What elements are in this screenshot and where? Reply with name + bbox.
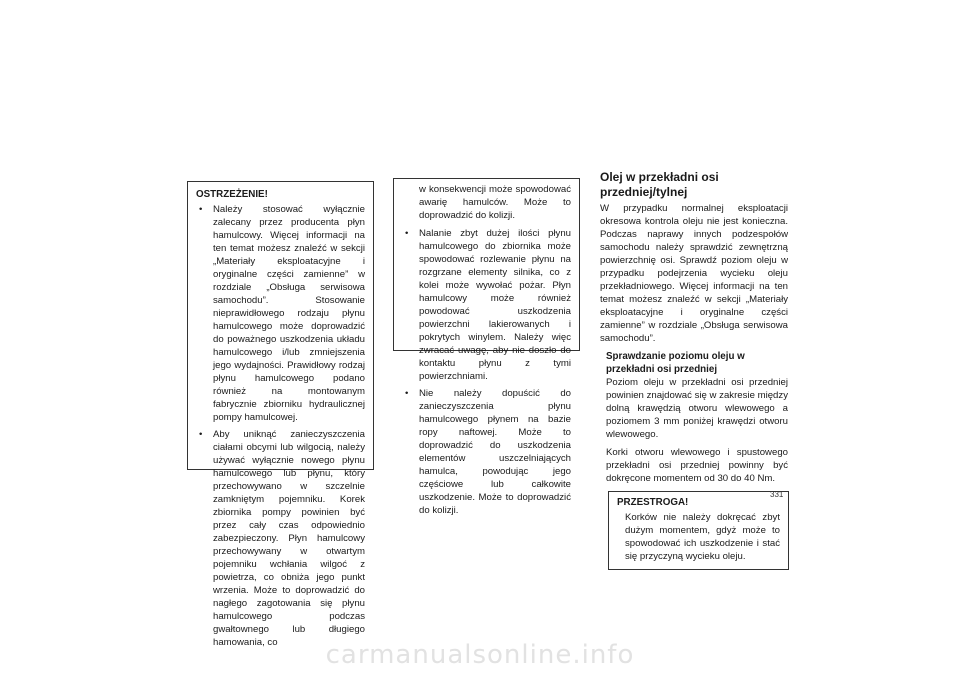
axle-oil-section [600,170,788,570]
caution-body: Korków nie należy dokręcać zbyt dużym momentem, gdyż może to spowodować ich uszkodzenie i stać się przyczyną wycieku oleju. [625,512,780,562]
page-number: 331 [770,490,784,499]
warning-continuation-list [402,227,571,517]
section-subheading: Sprawdzanie poziomu oleju w przekładni osi przedniej [606,351,745,375]
watermark: carmanualsonline.info [325,640,635,670]
section-heading: Olej w przekładni osi przedniej/tylnej [600,170,719,199]
warning-item: • Aby uniknąć zanieczyszczenia ciałami obcymi lub wilgocią, należy używać wyłącznie nowego płynu hamulcowego lub płynu, który przechowywano w szczelnie zamkniętym pojemniku. Korek zbiornika pompy powinien być przez cały czas odpowiednio zabezpieczony. Płyn hamulcowy przechowywany w otwartym pojemniku wchłania wilgoć z powietrza, co obniża jego punkt wrzenia. Może to doprowadzić do nagłego zagotowania się płynu hamulcowego podczas gwałtownego lub długiego hamowania, co [196,428,365,649]
warning-continuation-text: w konsekwencji może spowodować awarię hamulców. Może to doprowadzić do kolizji. [419,184,571,221]
warning-item: • Nie należy dopuścić do zanieczyszczenia płynu hamulcowego płynem na bazie ropy naftowej. Może to doprowadzić do uszkodzenia elementów uszczelniających hamulca, powodując jego częściowe lub całkowite uszkodzenie. Może to doprowadzić do kolizji. [402,387,571,517]
section-paragraph: Korki otworu wlewowego i spustowego przekładni osi przedniej powinny być dokręcone momentem od 30 do 40 Nm. [606,447,788,484]
section-intro: W przypadku normalnej eksploatacji okresowa kontrola oleju nie jest konieczna. Podczas naprawy innych podzespołów samochodu należy sprawdzić zewnętrzną powierzchnię osi. Sprawdź poziom oleju w przypadku podejrzenia wycieku oleju przekładniowego. Więcej informacji na ten temat możesz znaleźć w sekcji „Materiały eksploatacyjne i oryginalne części zamienne” w rozdziale „Obsługa serwisowa samochodu”. [600,203,788,344]
warning-item: • Nalanie zbyt dużej ilości płynu hamulcowego do zbiornika może spowodować rozlewanie płynu na rozgrzane elementy silnika, co z kolei może wywołać pożar. Płyn hamulcowy może również powodować uszkodzenia powierzchni lakierowanych i pokrytych winylem. Należy więc zwracać uwagę, aby nie doszło do kontaktu płynu z tymi powierzchniami. [402,227,571,383]
warning-title: OSTRZEŻENIE! [196,189,268,200]
warning-list [196,203,365,649]
warning-item: • Należy stosować wyłącznie zalecany przez producenta płyn hamulcowy. Więcej informacji na ten temat możesz znaleźć w sekcji „Materiały eksploatacyjne i oryginalne części zamienne” w rozdziale „Obsługa serwisowa samochodu”. Stosowanie nieprawidłowego rodzaju płynu hamulcowego może doprowadzić do poważnego uszkodzenia układu hamulcowego i/lub zmniejszenia jego wydajności. Prawidłowy rodzaj płynu hamulcowego podano również na montowanym fabrycznie zbiorniku hydraulicznej pompy hamulcowej. [196,203,365,424]
warning-box [187,181,374,648]
caution-title: PRZESTROGA! [617,497,689,508]
warning-continuation-box [393,178,580,516]
section-paragraph: Poziom oleju w przekładni osi przedniej powinien znajdować się w zakresie między dolną krawędzią otworu wlewowego a poziomem 3 mm poniżej krawędzi otworu wlewowego. [606,377,788,440]
caution-box [608,491,789,570]
